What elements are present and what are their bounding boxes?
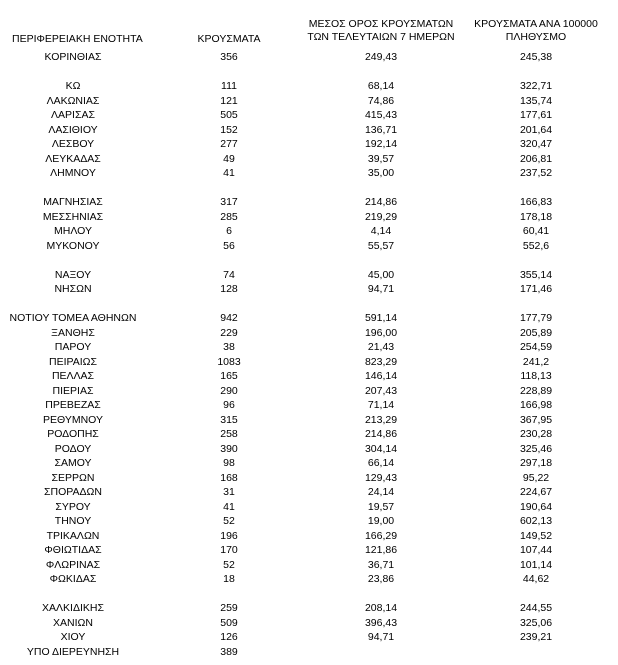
average-cell: 207,43 <box>364 384 398 397</box>
region-cell: ΣΕΡΡΩΝ <box>51 471 95 484</box>
table-row <box>0 630 618 645</box>
average-cell: 68,14 <box>367 80 395 92</box>
average-cell: 21,43 <box>367 341 395 353</box>
region-cell: ΦΛΩΡΙΝΑΣ <box>45 558 101 571</box>
region-cell: ΡΕΘΥΜΝΟΥ <box>42 413 103 426</box>
cases-cell: 74 <box>223 268 235 281</box>
per-100k-cell: 367,95 <box>519 413 553 426</box>
table-row <box>0 166 618 181</box>
table-row <box>0 282 618 297</box>
average-cell: 214,86 <box>364 196 398 208</box>
region-cell: ΠΕΛΛΑΣ <box>51 370 95 382</box>
per-100k-cell: 95,22 <box>522 471 550 484</box>
average-cell: 591,14 <box>364 312 398 324</box>
region-cell: ΜΕΣΣΗΝΙΑΣ <box>42 210 104 223</box>
cases-cell: 389 <box>220 645 238 658</box>
per-100k-cell: 325,06 <box>519 616 553 629</box>
region-cell: ΠΑΡΟΥ <box>54 341 92 353</box>
per-100k-cell: 44,62 <box>522 573 550 585</box>
cases-cell: 356 <box>220 51 238 63</box>
table-row <box>0 572 618 587</box>
average-cell: 213,29 <box>364 413 398 426</box>
per-100k-cell: 230,28 <box>519 428 553 440</box>
per-100k-cell: 101,14 <box>519 558 553 571</box>
table-row <box>0 514 618 529</box>
cases-cell: 31 <box>223 486 235 498</box>
header-cases-per-100k <box>460 18 612 44</box>
table-row <box>0 485 618 500</box>
average-cell: 129,43 <box>364 471 398 484</box>
average-cell: 396,43 <box>364 616 398 629</box>
region-cell: ΜΗΛΟΥ <box>54 225 92 237</box>
table-row <box>0 239 618 254</box>
region-cell: ΚΟΡΙΝΘΙΑΣ <box>44 51 102 63</box>
average-cell: 19,00 <box>367 515 395 527</box>
cases-cell: 258 <box>220 428 238 440</box>
cases-cell: 41 <box>223 167 235 179</box>
per-100k-cell: 149,52 <box>519 529 553 542</box>
per-100k-cell: 297,18 <box>519 457 553 469</box>
table-row <box>0 268 618 283</box>
table-row <box>0 152 618 167</box>
region-cell: ΦΩΚΙΔΑΣ <box>49 573 97 585</box>
region-cell: ΥΠΟ ΔΙΕΡΕΥΝΗΣΗ <box>26 645 120 658</box>
cases-cell: 52 <box>223 558 235 571</box>
region-cell: ΣΠΟΡΑΔΩΝ <box>44 486 102 498</box>
table-row <box>0 500 618 515</box>
average-cell: 192,14 <box>364 138 398 150</box>
region-cell: ΛΗΜΝΟΥ <box>50 167 96 179</box>
cases-cell: 259 <box>220 602 238 614</box>
per-100k-cell: 224,67 <box>519 486 553 498</box>
average-cell: 214,86 <box>364 428 398 440</box>
per-100k-cell: 166,98 <box>519 399 553 411</box>
header-per-line1: ΚΡΟΥΣΜΑΤΑ ΑΝΑ 100000 <box>474 18 598 30</box>
table-row <box>0 456 618 471</box>
region-cell: ΛΑΣΙΘΙΟΥ <box>48 123 98 136</box>
per-100k-cell: 107,44 <box>519 544 553 556</box>
region-cell: ΝΑΞΟΥ <box>54 268 92 281</box>
region-cell: ΣΥΡΟΥ <box>55 500 91 513</box>
region-cell: ΣΑΜΟΥ <box>54 457 92 469</box>
table-row <box>0 79 618 94</box>
cases-cell: 315 <box>220 413 238 426</box>
region-cell: ΤΗΝΟΥ <box>54 515 92 527</box>
average-cell: 249,43 <box>364 51 398 63</box>
table-row <box>0 616 618 631</box>
region-cell: ΜΥΚΟΝΟΥ <box>46 239 100 252</box>
region-cell: ΞΑΝΘΗΣ <box>51 326 95 339</box>
table-row <box>0 50 618 65</box>
table-row <box>0 224 618 239</box>
cases-cell: 196 <box>220 529 238 542</box>
per-100k-cell: 171,46 <box>519 283 553 295</box>
region-cell: ΡΟΔΟΠΗΣ <box>47 428 99 440</box>
per-100k-cell: 325,46 <box>519 442 553 455</box>
table-row <box>0 413 618 428</box>
cases-cell: 165 <box>220 370 238 382</box>
per-100k-cell: 322,71 <box>519 80 553 92</box>
table-row <box>0 94 618 109</box>
cases-cell: 168 <box>220 471 238 484</box>
region-cell: ΧΑΝΙΩΝ <box>53 616 93 629</box>
region-cell: ΠΕΙΡΑΙΩΣ <box>49 355 97 368</box>
region-cell: ΤΡΙΚΑΛΩΝ <box>46 529 100 542</box>
average-cell: 196,00 <box>364 326 398 339</box>
table-row <box>0 543 618 558</box>
average-cell: 146,14 <box>364 370 398 382</box>
average-cell: 136,71 <box>364 123 398 136</box>
cases-cell: 98 <box>223 457 235 469</box>
per-100k-cell: 166,83 <box>519 196 553 208</box>
cases-cell: 38 <box>223 341 235 353</box>
per-100k-cell: 602,13 <box>519 515 553 527</box>
average-cell: 94,71 <box>367 283 395 295</box>
average-cell: 415,43 <box>364 109 398 121</box>
cases-cell: 1083 <box>217 355 241 368</box>
per-100k-cell: 254,59 <box>519 341 553 353</box>
average-cell: 823,29 <box>364 355 398 368</box>
region-cell: ΝΟΤΙΟΥ ΤΟΜΕΑ ΑΘΗΝΩΝ <box>9 312 137 324</box>
cases-cell: 390 <box>220 442 238 455</box>
table-row <box>0 108 618 123</box>
header-avg-line1: ΜΕΣΟΣ ΟΡΟΣ ΚΡΟΥΣΜΑΤΩΝ <box>308 18 454 30</box>
cases-cell: 6 <box>226 225 232 237</box>
per-100k-cell: 355,14 <box>519 268 553 281</box>
per-100k-cell: 201,64 <box>519 123 553 136</box>
per-100k-cell: 177,79 <box>519 312 553 324</box>
cases-cell: 277 <box>220 138 238 150</box>
average-cell: 66,14 <box>367 457 395 469</box>
cases-cell: 942 <box>220 312 238 324</box>
table-body <box>0 50 618 659</box>
per-100k-cell: 237,52 <box>519 167 553 179</box>
table-row <box>0 195 618 210</box>
table-row <box>0 369 618 384</box>
average-cell: 55,57 <box>367 239 395 252</box>
table-row <box>0 384 618 399</box>
average-cell: 36,71 <box>367 558 395 571</box>
cases-cell: 290 <box>220 384 238 397</box>
cases-cell: 509 <box>220 616 238 629</box>
average-cell: 166,29 <box>364 529 398 542</box>
header-cases: ΚΡΟΥΣΜΑΤΑ <box>197 33 261 45</box>
table-row <box>0 355 618 370</box>
average-cell: 71,14 <box>367 399 395 411</box>
region-cell: ΡΟΔΟΥ <box>54 442 92 455</box>
per-100k-cell: 239,21 <box>519 631 553 643</box>
cases-cell: 170 <box>220 544 238 556</box>
table-row <box>0 311 618 326</box>
table-row <box>0 123 618 138</box>
header-seven-day-average <box>296 18 466 44</box>
table-row <box>0 471 618 486</box>
average-cell: 45,00 <box>367 268 395 281</box>
table-row <box>0 340 618 355</box>
average-cell: 74,86 <box>367 94 395 107</box>
table-row <box>0 442 618 457</box>
cases-cell: 317 <box>220 196 238 208</box>
region-cell: ΛΕΣΒΟΥ <box>51 138 95 150</box>
region-cell: ΠΡΕΒΕΖΑΣ <box>45 399 101 411</box>
cases-cell: 18 <box>223 573 235 585</box>
per-100k-cell: 178,18 <box>519 210 553 223</box>
cases-cell: 52 <box>223 515 235 527</box>
per-100k-cell: 552,6 <box>522 239 550 252</box>
average-cell: 304,14 <box>364 442 398 455</box>
region-cell: ΛΕΥΚΑΔΑΣ <box>45 152 101 165</box>
per-100k-cell: 190,64 <box>519 500 553 513</box>
header-region: ΠΕΡΙΦΕΡΕΙΑΚΗ ΕΝΟΤΗΤΑ <box>12 33 143 45</box>
per-100k-cell: 135,74 <box>519 94 553 107</box>
cases-cell: 285 <box>220 210 238 223</box>
average-cell: 121,86 <box>364 544 398 556</box>
cases-cell: 126 <box>220 631 238 643</box>
table-row <box>0 601 618 616</box>
cases-cell: 111 <box>221 80 237 92</box>
cases-cell: 152 <box>220 123 238 136</box>
average-cell: 4,14 <box>370 225 392 237</box>
region-cell: ΜΑΓΝΗΣΙΑΣ <box>43 196 103 208</box>
table-header <box>0 0 618 50</box>
per-100k-cell: 206,81 <box>519 152 553 165</box>
average-cell: 219,29 <box>364 210 398 223</box>
average-cell: 39,57 <box>367 152 395 165</box>
region-cell: ΦΘΙΩΤΙΔΑΣ <box>44 544 102 556</box>
cases-cell: 121 <box>220 94 238 107</box>
per-100k-cell: 205,89 <box>519 326 553 339</box>
region-cell: ΚΩ <box>65 80 81 92</box>
header-per-line2: ΠΛΗΘΥΣΜΟ <box>505 31 567 43</box>
average-cell: 35,00 <box>367 167 395 179</box>
cases-cell: 505 <box>220 109 238 121</box>
average-cell: 94,71 <box>367 631 395 643</box>
table-row <box>0 137 618 152</box>
per-100k-cell: 244,55 <box>519 602 553 614</box>
cases-cell: 56 <box>223 239 235 252</box>
region-cell: ΧΙΟΥ <box>60 631 86 643</box>
table-row <box>0 210 618 225</box>
region-cell: ΝΗΣΩΝ <box>54 283 92 295</box>
region-cell: ΠΙΕΡΙΑΣ <box>52 384 94 397</box>
cases-cell: 128 <box>220 283 238 295</box>
average-cell: 24,14 <box>367 486 395 498</box>
cases-cell: 49 <box>223 152 235 165</box>
region-cell: ΛΑΡΙΣΑΣ <box>51 109 95 121</box>
region-cell: ΧΑΛΚΙΔΙΚΗΣ <box>42 602 104 614</box>
average-cell: 208,14 <box>364 602 398 614</box>
region-cell: ΛΑΚΩΝΙΑΣ <box>46 94 100 107</box>
cases-cell: 229 <box>220 326 238 339</box>
average-cell: 19,57 <box>367 500 395 513</box>
per-100k-cell: 245,38 <box>519 51 553 63</box>
per-100k-cell: 228,89 <box>519 384 553 397</box>
per-100k-cell: 177,61 <box>519 109 553 121</box>
table-row <box>0 645 618 660</box>
cases-cell: 41 <box>223 500 235 513</box>
cases-cell: 96 <box>223 399 235 411</box>
per-100k-cell: 60,41 <box>522 225 550 237</box>
table-row <box>0 558 618 573</box>
per-100k-cell: 118,13 <box>520 370 552 382</box>
average-cell: 23,86 <box>367 573 395 585</box>
header-avg-line2: ΤΩΝ ΤΕΛΕΥΤΑΙΩΝ 7 ΗΜΕΡΩΝ <box>307 31 455 43</box>
per-100k-cell: 320,47 <box>519 138 553 150</box>
table-row <box>0 529 618 544</box>
table-row <box>0 326 618 341</box>
table-row <box>0 427 618 442</box>
table-row <box>0 398 618 413</box>
per-100k-cell: 241,2 <box>522 355 550 368</box>
